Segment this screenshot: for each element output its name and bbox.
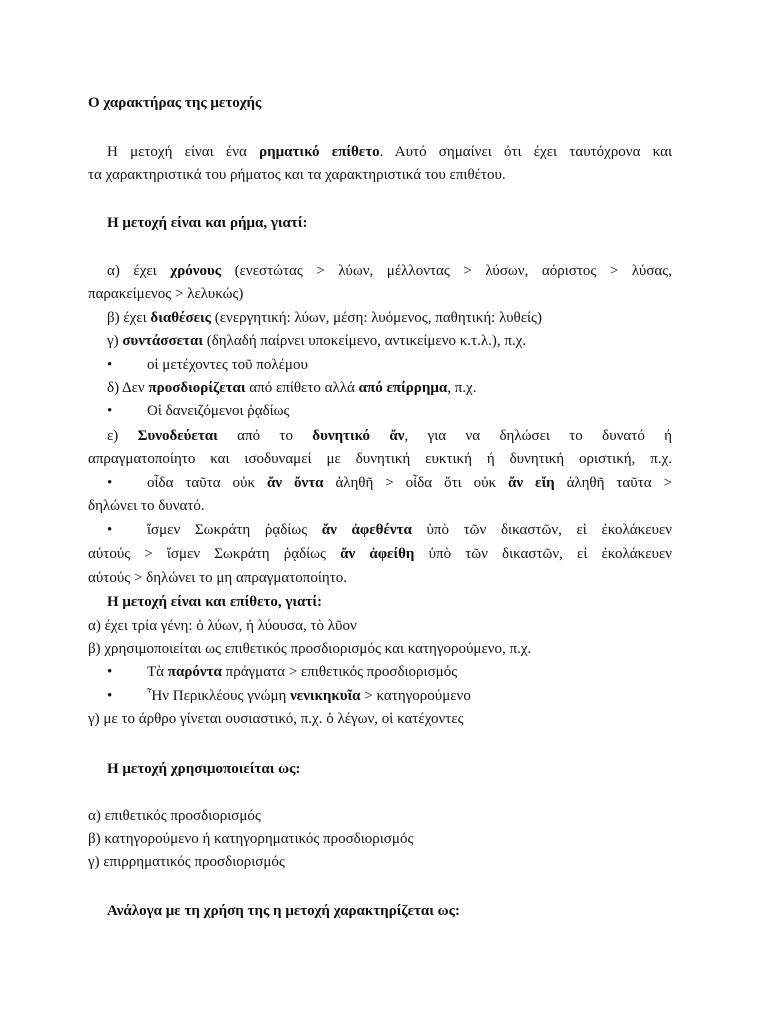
use-point-c: γ) επιρρηματικός προσδιορισμός [88,854,285,870]
example-text: > κατηγορούμενο [360,688,471,704]
example-e2-line-3: αὐτούς > δηλώνει το μη απραγματοποίητο. [88,570,348,586]
example-text: ὑπὸ τῶν δικαστῶν, εἰ ἐκολάκευεν [411,522,672,538]
example-text: ἀληθῆ ταῦτα > [554,475,672,491]
example-e1-line-1 [147,472,672,494]
point-text: ε) [107,428,138,444]
example-term: ἄν εἴη [508,475,555,491]
point-term: διαθέσεις [150,310,212,326]
example-c: οἱ μετέχοντες τοῦ πολέμου [147,357,308,373]
example-d: Οἱ δανειζόμενοι ῥᾳδίως [147,403,290,419]
verb-point-b [107,307,672,329]
example-term: παρόντα [167,664,222,680]
example-text: ἴσμεν Σωκράτη ῥᾳδίως [147,522,322,538]
intro-term: ρηματικό επίθετο [259,144,380,160]
example-text: πράγματα > επιθετικός προσδιορισμός [221,664,458,680]
point-term: Συνοδεύεται [137,428,218,444]
example-text: οἶδα ταῦτα οὐκ [147,475,267,491]
bullet-icon: • [107,522,113,538]
point-term: από επίρρημα [358,380,448,396]
point-text: , για να δηλώσει το δυνατό ή [404,428,673,444]
intro-line-1 [107,141,672,163]
bullet-icon: • [107,357,113,373]
example-adj-1 [147,661,672,683]
use-point-a: α) επιθετικός προσδιορισμός [88,808,261,824]
point-text: από επίθετο αλλά [245,380,359,396]
bullet-icon: • [107,475,113,491]
verb-point-d [107,377,672,399]
example-adj-2 [147,685,672,707]
point-term: δυνητικό ἄν [312,428,405,444]
verb-point-e-line-1 [107,425,672,447]
verb-point-c [107,330,672,352]
example-text: Τὰ [147,664,168,680]
heading-participle-as-verb: Η μετοχή είναι και ρήμα, γιατί: [107,215,308,231]
adj-point-b: β) χρησιμοποιείται ως επιθετικός προσδιορισμός και κατηγορούμενο, π.χ. [88,641,532,657]
point-term: προσδιορίζεται [148,380,246,396]
intro-line-2: τα χαρακτηριστικά του ρήματος και τα χαρακτηριστικά του επιθέτου. [88,167,506,183]
point-text: α) έχει [107,263,171,279]
point-text: δ) Δεν [107,380,149,396]
point-text: (ενεστώτας > λύων, μέλλοντας > λύσων, αόριστος > λύσας, [221,263,672,279]
example-e2-line-2 [88,543,672,565]
point-text: (δηλαδή παίρνει υποκείμενο, αντικείμενο κ.τ.λ.), π.χ. [202,333,527,349]
heading-participle-as-adjective: Η μετοχή είναι και επίθετο, γιατί: [107,594,322,610]
example-term: ἄν ἀφεθέντα [321,522,412,538]
verb-point-a-line-2: παρακείμενος > λελυκώς) [88,286,244,302]
intro-text: . Αυτό σημαίνει ότι έχει ταυτόχρονα και [379,144,672,160]
example-term: ἄν ἀφείθη [340,546,415,562]
point-term: χρόνους [170,263,222,279]
adj-point-c: γ) με το άρθρο γίνεται ουσιαστικό, π.χ. ὁ λέγων, οἱ κατέχοντες [88,711,464,727]
document-title: Ο χαρακτήρας της μετοχής [88,95,262,111]
example-e1-line-2: δηλώνει το δυνατό. [88,498,205,514]
example-text: αὐτούς > ἴσμεν Σωκράτη ῥᾳδίως [88,546,341,562]
use-point-b: β) κατηγορούμενο ή κατηγορηματικός προσδιορισμός [88,831,414,847]
example-text: Ἦν Περικλέους γνώμη [147,688,291,704]
point-text: , π.χ. [447,380,477,396]
bullet-icon: • [107,688,113,704]
verb-point-e-line-2: απραγματοποίητο και ισοδυναμεί με δυνητική ευκτική ή δυνητική οριστική, π.χ. [88,451,672,467]
example-text: ὑπὸ τῶν δικαστῶν, εἰ ἐκολάκευεν [414,546,673,562]
example-term: ἄν ὄντα [266,475,324,491]
point-text: β) έχει [107,310,151,326]
verb-point-a-line-1 [107,260,672,282]
example-text: ἀληθῆ > οἶδα ὅτι οὐκ [323,475,509,491]
point-term: συντάσσεται [122,333,203,349]
point-text: από το [217,428,313,444]
adj-point-a: α) έχει τρία γένη: ὁ λύων, ἡ λύουσα, τὸ λῦον [88,618,357,634]
bullet-icon: • [107,664,113,680]
bullet-icon: • [107,403,113,419]
point-text: (ενεργητική: λύων, μέση: λυόμενος, παθητική: λυθείς) [211,310,542,326]
example-term: νενικηκυῖα [290,688,361,704]
heading-participle-use: Η μετοχή χρησιμοποιείται ως: [107,761,301,777]
intro-text: Η μετοχή είναι ένα [107,144,260,160]
point-text: γ) [107,333,123,349]
heading-participle-characterization: Ανάλογα με τη χρήση της η μετοχή χαρακτηρίζεται ως: [107,903,460,919]
example-e2-line-1 [147,519,672,541]
